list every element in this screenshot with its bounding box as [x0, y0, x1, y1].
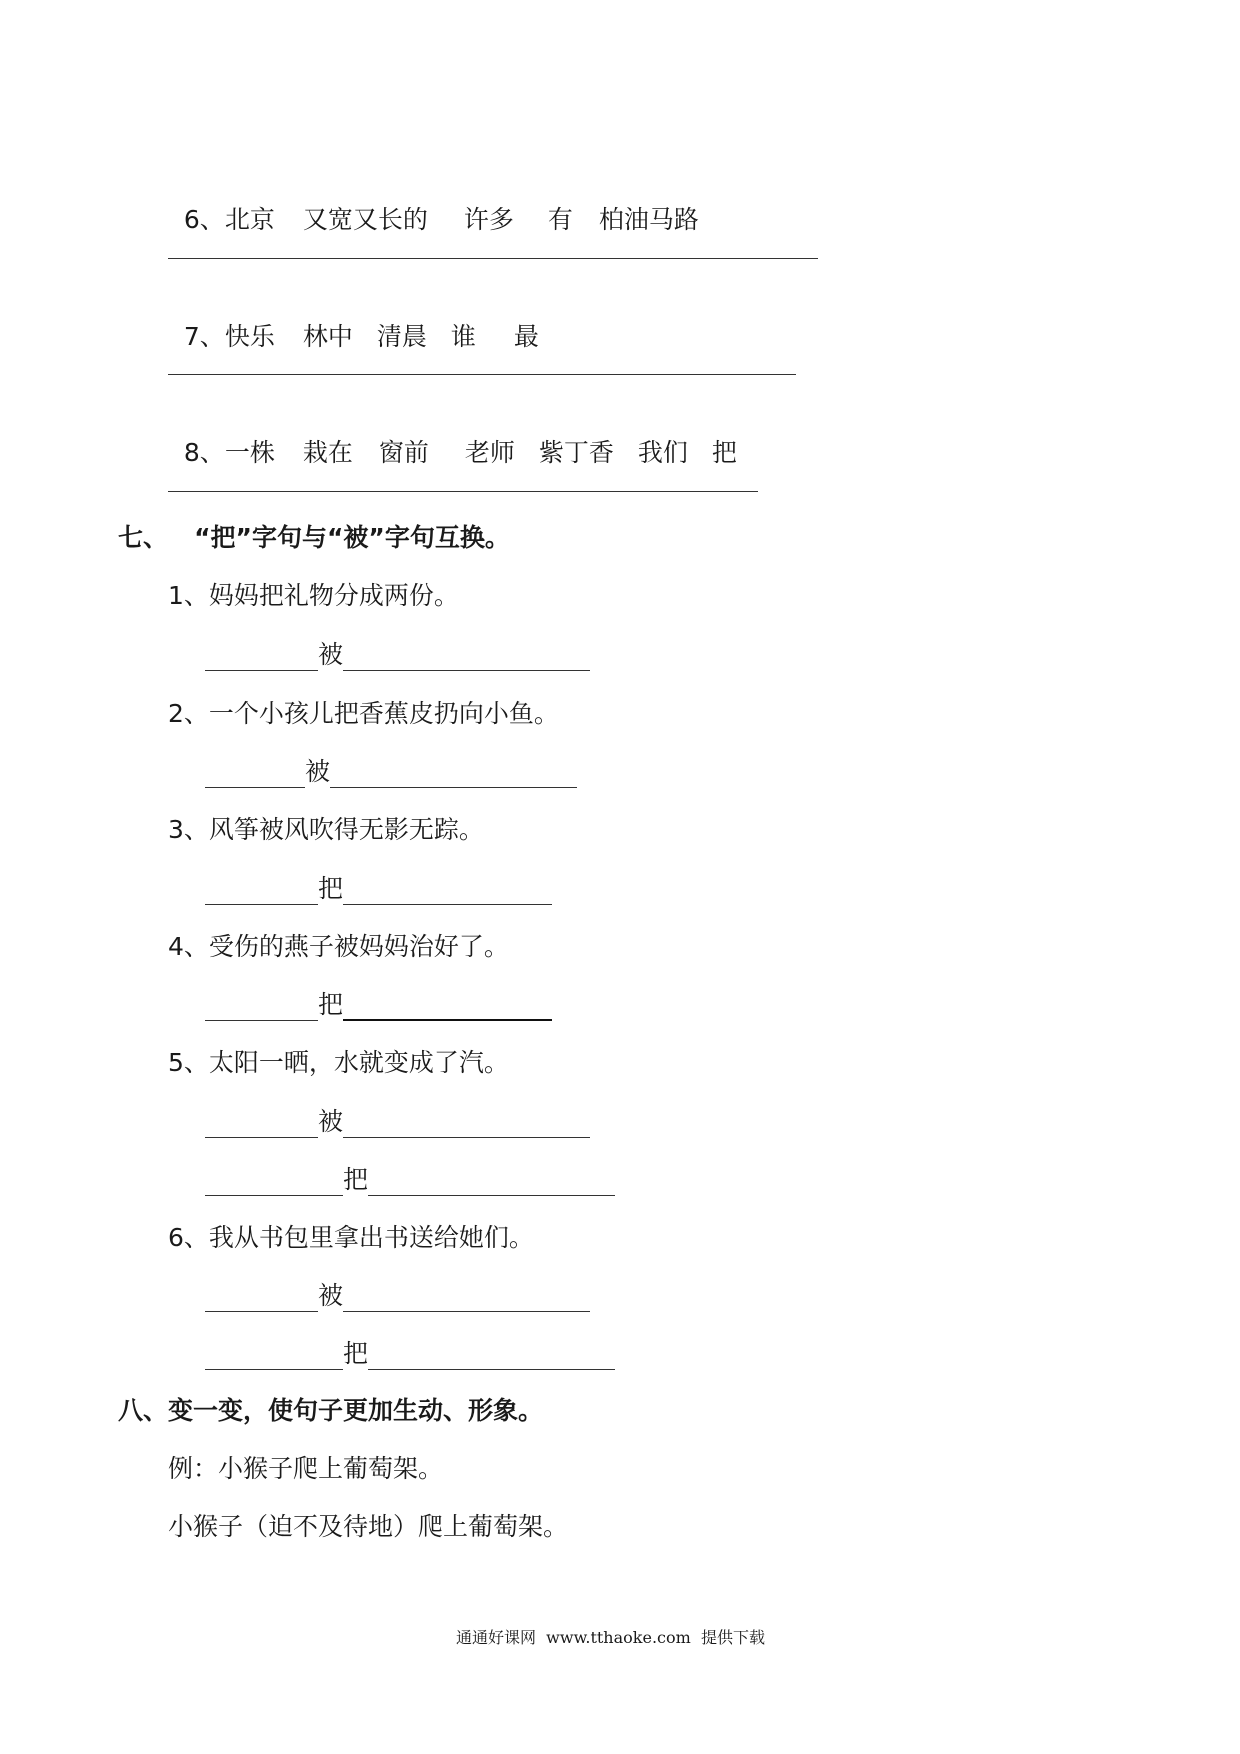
- word: 一株: [224, 438, 275, 467]
- word: 谁: [450, 322, 476, 351]
- item-number: 6、: [183, 205, 225, 234]
- word: 快乐: [224, 322, 275, 351]
- conversion-word: 把: [318, 874, 344, 903]
- s8-example-answer: 小猴子（迫不及待地）爬上葡萄架。: [168, 1512, 569, 1541]
- answer-line[interactable]: [168, 258, 818, 259]
- ordering-item-8: [168, 405, 737, 469]
- s7-item-4: 4、受伤的燕子被妈妈治好了。: [168, 932, 509, 961]
- word: 我们: [637, 438, 688, 467]
- answer-line[interactable]: [168, 374, 796, 375]
- section-8-heading: 八、变一变，使句子更加生动、形象。: [118, 1396, 544, 1425]
- word: 林中: [302, 322, 353, 351]
- word: 把: [711, 438, 737, 467]
- s7-answer-2[interactable]: [205, 756, 577, 788]
- word: 最: [513, 322, 539, 351]
- item-number: 7、: [183, 322, 225, 351]
- s7-answer-3[interactable]: [205, 873, 552, 905]
- word: 有: [547, 205, 573, 234]
- s7-item-5: 5、太阳一晒，水就变成了汽。: [168, 1048, 509, 1077]
- answer-line[interactable]: [168, 491, 758, 492]
- s7-answer-4[interactable]: [205, 989, 552, 1021]
- s7-answer-5b[interactable]: [205, 1164, 615, 1196]
- word: 老师: [464, 438, 515, 467]
- word: 紫丁香: [538, 438, 614, 467]
- item-number: 8、: [183, 438, 225, 467]
- word: 栽在: [302, 438, 353, 467]
- conversion-word: 把: [343, 1165, 369, 1194]
- s7-item-1: 1、妈妈把礼物分成两份。: [168, 581, 459, 610]
- word: 又宽又长的: [302, 205, 428, 234]
- ordering-item-7: [168, 289, 539, 353]
- conversion-word: 被: [305, 757, 331, 786]
- footer-credit: 通通好课网 www.tthaoke.com 提供下载: [456, 1628, 765, 1647]
- word: 清晨: [376, 322, 427, 351]
- s8-example: 例：小猴子爬上葡萄架。: [168, 1454, 444, 1483]
- conversion-word: 被: [318, 1107, 344, 1136]
- conversion-word: 把: [343, 1339, 369, 1368]
- s7-answer-6a[interactable]: [205, 1280, 590, 1312]
- section-7-heading: 七、 “把”字句与“被”字句互换。: [118, 523, 510, 552]
- s7-item-2: 2、一个小孩儿把香蕉皮扔向小鱼。: [168, 699, 559, 728]
- s7-item-6: 6、我从书包里拿出书送给她们。: [168, 1223, 534, 1252]
- conversion-word: 被: [318, 640, 344, 669]
- conversion-word: 把: [318, 990, 344, 1019]
- s7-item-3: 3、风筝被风吹得无影无踪。: [168, 815, 484, 844]
- word: 许多: [463, 205, 514, 234]
- ordering-item-6: [168, 172, 699, 236]
- word: 柏油马路: [598, 205, 699, 234]
- s7-answer-6b[interactable]: [205, 1338, 615, 1370]
- word: 窗前: [378, 438, 429, 467]
- s7-answer-1[interactable]: [205, 639, 590, 671]
- s7-answer-5a[interactable]: [205, 1106, 590, 1138]
- conversion-word: 被: [318, 1281, 344, 1310]
- word: 北京: [224, 205, 275, 234]
